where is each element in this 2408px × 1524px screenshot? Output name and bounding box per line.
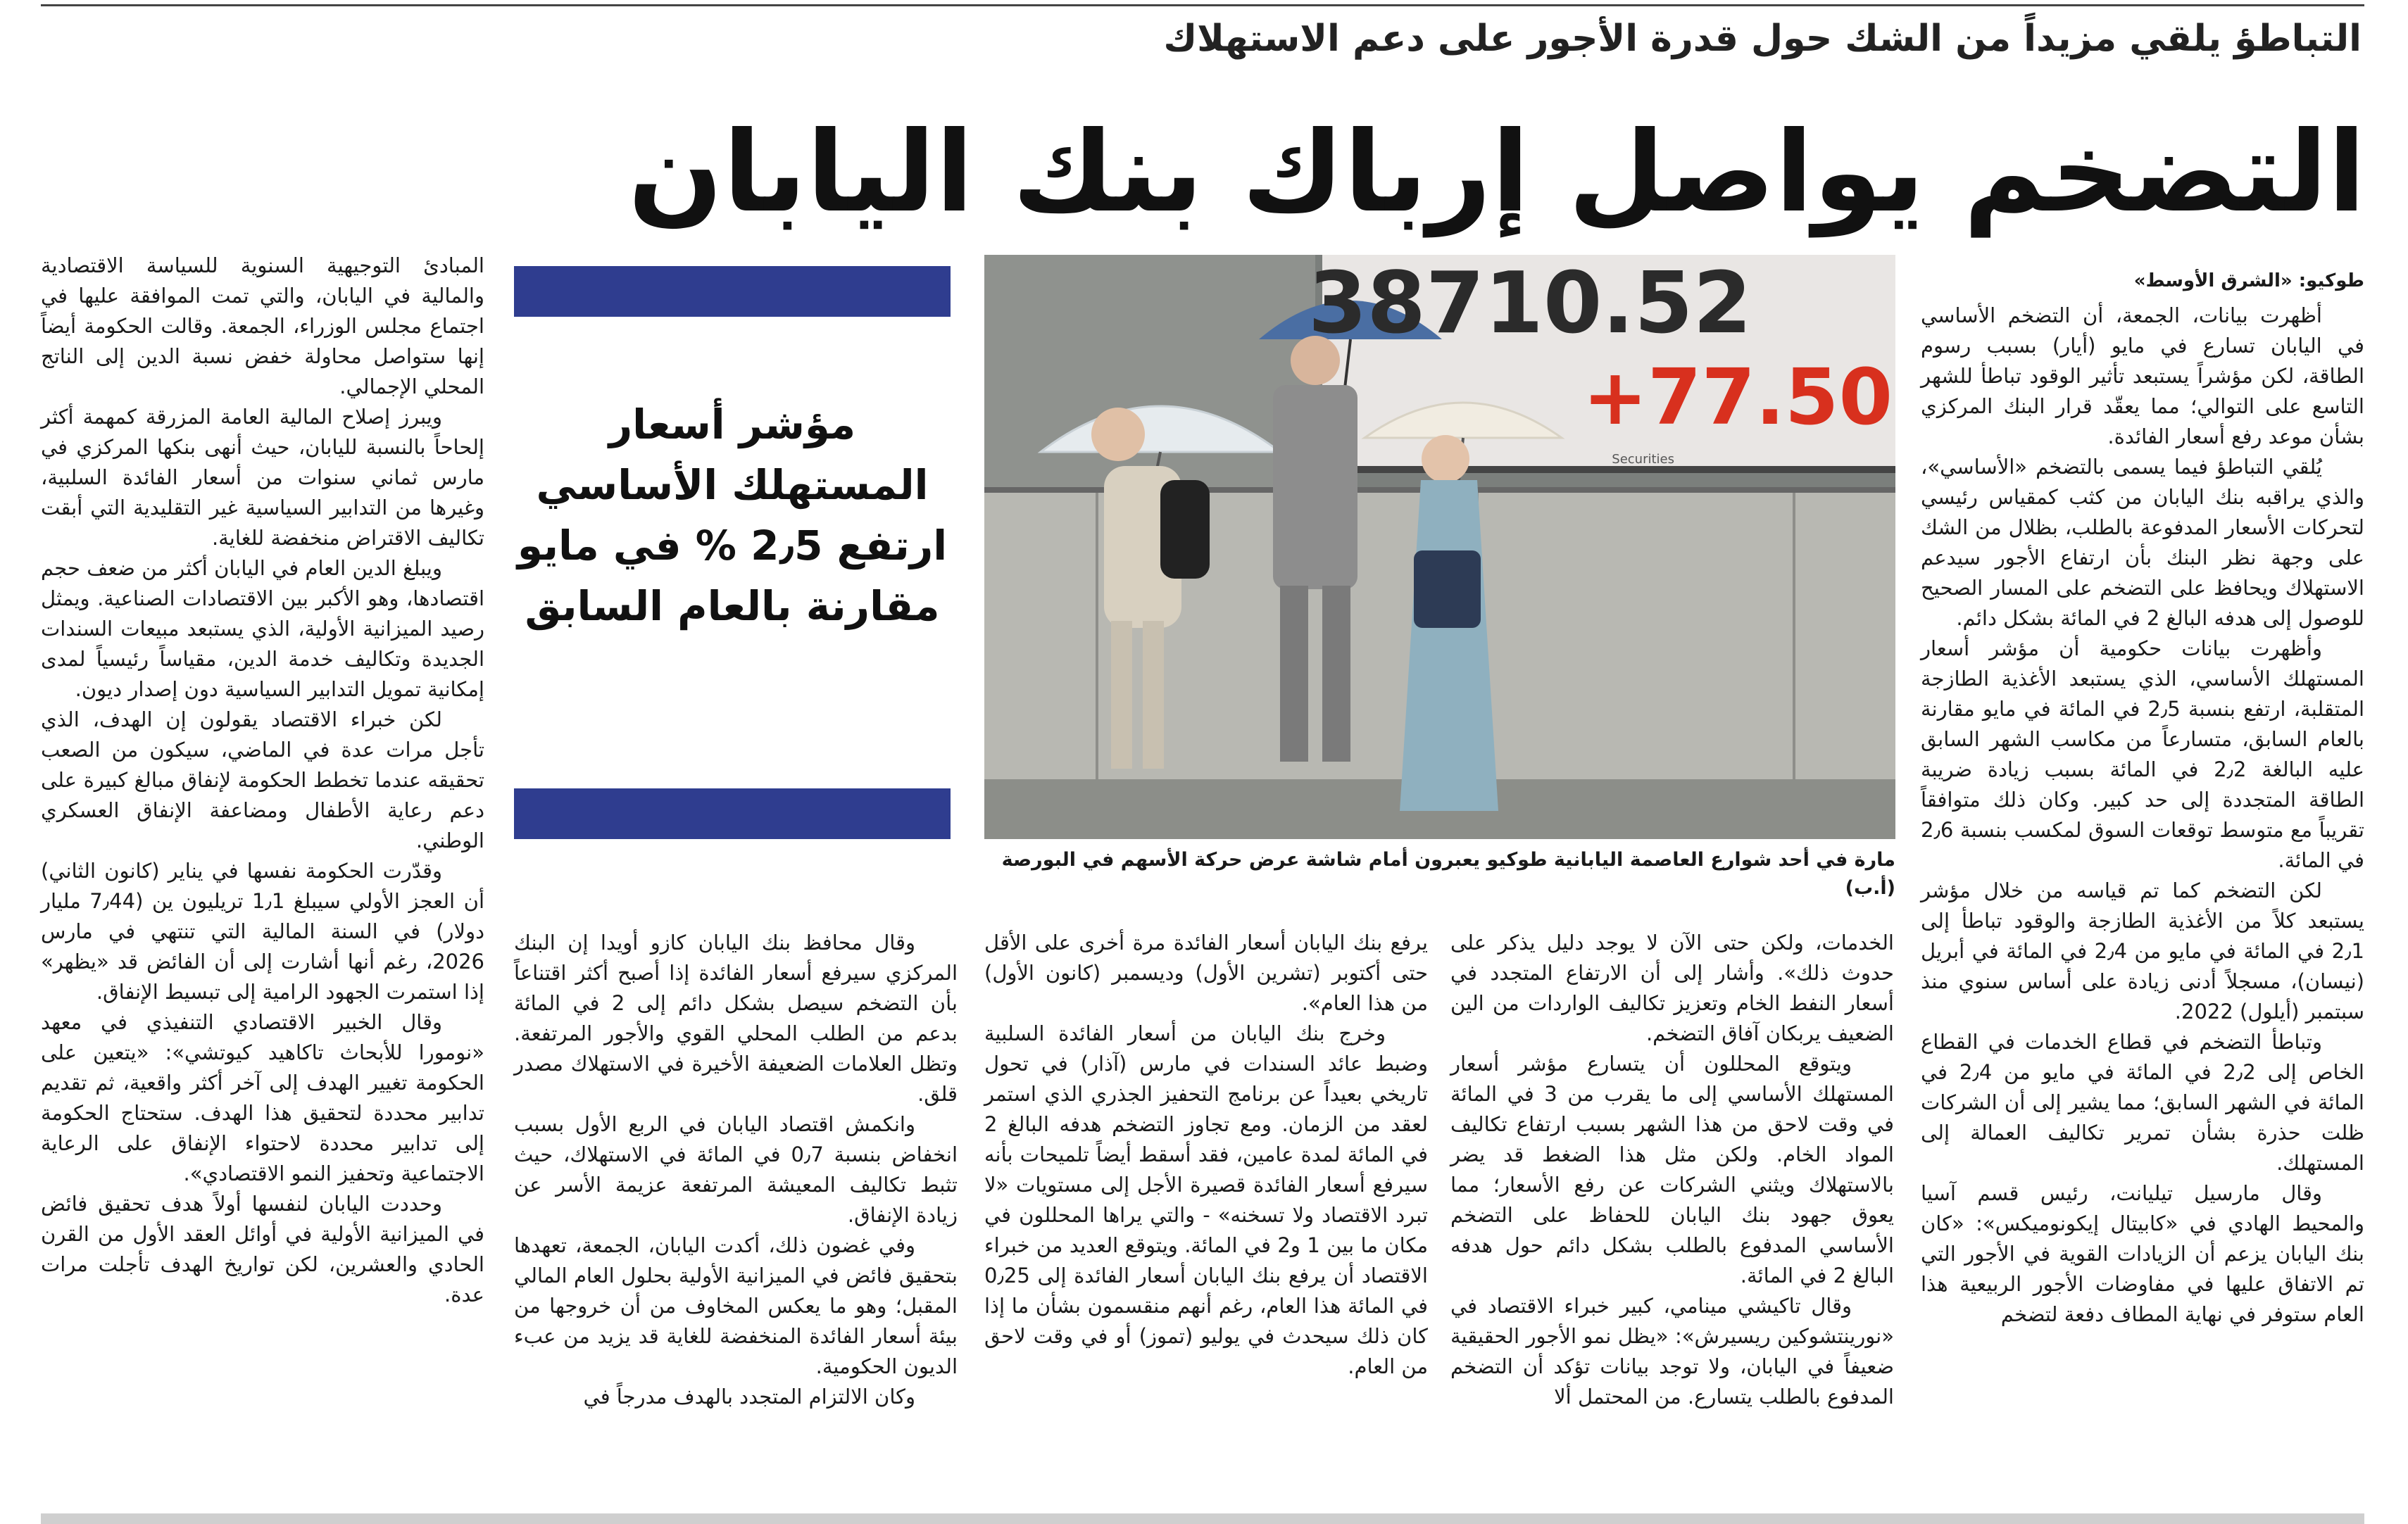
paragraph: وانكمش اقتصاد اليابان في الربع الأول بسبب انخفاض بنسبة 0٫7 في المائة في الاستهلاك، حيث تثبط تكاليف المعيشة المرتفعة عزيمة الأسر عن زيادة الإنفاق. [514,1112,958,1227]
board-sign: Securities [1612,452,1674,467]
photo-illustration [984,255,1895,839]
pull-quote-top-bar [514,266,951,317]
headline: التضخم يواصل إرباك بنك اليابان [627,108,2366,237]
paragraph: لكن خبراء الاقتصاد يقولون إن الهدف، الذي تأجل مرات عدة في الماضي، سيكون من الصعب تحقيقه عندما تخطط الحكومة لإنفاق مبالغ كبيرة على دعم رعاية الأطفال ومضاعفة الإنفاق العسكري الوطني. [41,707,484,852]
article-column-2 [1450,928,1894,1477]
paragraph: وفي غضون ذلك، أكدت اليابان، الجمعة، تعهدها بتحقيق فائض في الميزانية الأولية بحلول العام المالي المقبل؛ وهو ما يعكس المخاوف من أن خروجها من بيئة أسعار الفائدة المنخفضة للغاية قد يزيد من عبء الديون الحكومية. [514,1233,958,1378]
paragraph: وقدّرت الحكومة نفسها في يناير (كانون الثاني) أن العجز الأولي سيبلغ 1٫1 تريليون ين (7٫44 مليار دولار) في السنة المالية التي تنتهي في مارس 2026، رغم أنها أشارت إلى أن الفائض قد «يظهر» إذا استمرت الجهود الرامية إلى تبسيط الإنفاق. [41,859,485,1004]
paragraph: الخدمات، ولكن حتى الآن لا يوجد دليل يذكر على حدوث ذلك». وأشار إلى أن الارتفاع المتجدد في أسعار النفط الخام وتعزيز تكاليف الواردات من الين الضعيف يربكان آفاق التضخم. [1450,931,1894,1045]
paragraph: وكان الالتزام المتجدد بالهدف مدرجاً في [583,1385,915,1409]
paragraph: ويتوقع المحللون أن يتسارع مؤشر أسعار المستهلك الأساسي إلى ما يقرب من 3 في المائة في وقت لاحق من هذا الشهر بسبب ارتفاع تكاليف المواد الخام. ولكن مثل هذا الضغط قد يضر بالاستهلاك ويثني الشركات عن رفع الأسعار؛ مما يعوق جهود بنك اليابان للحفاظ على التضخم الأساسي المدفوع بالطلب بشكل دائم حول هدفه البالغ 2 في المائة. [1450,1052,1894,1287]
paragraph: أظهرت بيانات، الجمعة، أن التضخم الأساسي في اليابان تسارع في مايو (أيار) بسبب رسوم الطاقة، لكن مؤشراً يستبعد تأثير الوقود تباطأ للشهر التاسع على التوالي؛ مما يعقّد قرار البنك المركزي بشأن موعد رفع أسعار الفائدة. [1921,303,2364,448]
article-column-3 [984,928,1428,1477]
paragraph: يرفع بنك اليابان أسعار الفائدة مرة أخرى على الأقل حتى أكتوبر (تشرين الأول) وديسمبر (كانون الأول) من هذا العام». [984,931,1428,1015]
photo-caption: مارة في أحد شوارع العاصمة اليابانية طوكيو يعبرون أمام شاشة عرض حركة الأسهم في البورصة (أ.ب) [1001,849,1895,899]
paragraph: وقال مارسيل تيليانت، رئيس قسم آسيا والمحيط الهادي في «كابيتال إيكونوميكس»: «كان بنك اليابان يزعم أن الزيادات القوية في الأجور التي تم الاتفاق عليها في مفاوضات الأجور الربيعية هذا العام ستوفر في نهاية المطاف دفعة لتضخم [1921,1181,2364,1326]
board-change: +77.50 [1582,352,1893,442]
paragraph: وأظهرت بيانات حكومية أن مؤشر أسعار المستهلك الأساسي، الذي يستبعد الأغذية الطازجة المتقلبة، ارتفع بنسبة 2٫5 في المائة في مايو مقارنة بالعام السابق، متسارعاً من مكاسب الشهر السابق عليه البالغة 2٫2 في المائة بسبب زيادة ضريبة الطاقة المتجددة إلى حد كبير. وكان ذلك متوافقاً تقريباً مع متوسط توقعات السوق لمكسب بنسبة 2٫6 في المائة. [1921,636,2365,872]
paragraph: المبادئ التوجيهية السنوية للسياسة الاقتصادية والمالية في اليابان، والتي تمت الموافقة عليها في اجتماع مجلس الوزراء، الجمعة. وقالت الحكومة أيضاً إنها ستواصل محاولة خفض نسبة الدين إلى الناتج المحلي الإجمالي. [41,253,484,398]
paragraph: يُلقي التباطؤ فيما يسمى بالتضخم «الأساسي»، والذي يراقبه بنك اليابان من كثب كمقياس رئيسي لتحركات الأسعار المدفوعة بالطلب، بظلال من الشك على وجهة نظر البنك بأن ارتفاع الأجور سيدعم الاستهلاك ويحافظ على التضخم على المسار الصحيح للوصول إلى هدفه البالغ 2 في المائة بشكل دائم. [1921,455,2364,630]
paragraph: وقال الخبير الاقتصادي التنفيذي في معهد «نومورا للأبحاث تاكاهيد كيوتشي»: «يتعين على الحكومة تغيير الهدف إلى آخر أكثر واقعية، ثم تقديم تدابير محددة لتحقيق هذا الهدف. ستحتاج الحكومة إلى تدابير محددة لاحتواء الإنفاق على الرعاية الاجتماعية وتحفيز النمو الاقتصادي». [41,1010,484,1185]
paragraph: لكن التضخم كما تم قياسه من خلال مؤشر يستبعد كلاً من الأغذية الطازجة والوقود تباطأ إلى 2٫1 في المائة في مايو من 2٫4 في المائة في أبريل (نيسان)، مسجلاً أدنى زيادة على أساس سنوي منذ سبتمبر (أيلول) 2022. [1921,878,2364,1024]
kicker: التباطؤ يلقي مزيداً من الشك حول قدرة الأجور على دعم الاستهلاك [1163,18,2362,60]
footer-bar [41,1513,2364,1524]
paragraph: وتباطأ التضخم في قطاع الخدمات في القطاع الخاص إلى 2٫2 في المائة في مايو من 2٫4 في المائة في الشهر السابق؛ مما يشير إلى أن الشركات ظلت حذرة بشأن تمرير تكاليف العمالة إلى المستهلك. [1921,1030,2364,1175]
pull-quote-bottom-bar [514,788,951,839]
article-column-4 [514,928,958,1477]
byline: طوكيو: «الشرق الأوسط» [2133,270,2364,291]
paragraph: وقال تاكيشي مينامي، كبير خبراء الاقتصاد في «نورينتشوكين ريسيرش»: «يظل نمو الأجور الحقيقية ضعيفاً في اليابان، ولا توجد بيانات تؤكد أن التضخم المدفوع بالطلب يتسارع. من المحتمل ألا [1450,1294,1894,1409]
paragraph: ويبلغ الدين العام في اليابان أكثر من ضعف حجم اقتصادها، وهو الأكبر بين الاقتصادات الصناعية. ويمثل رصيد الميزانية الأولية، الذي يستبعد مبيعات السندات الجديدة وتكاليف خدمة الدين، مقياساً رئيسياً لمدى إمكانية تمويل التدابير السياسية دون إصدار ديون. [41,556,484,701]
article-column-1 [1921,266,2364,1477]
top-rule [41,4,2364,6]
paragraph: وخرج بنك اليابان من أسعار الفائدة السلبية وضبط عائد السندات في مارس (آذار) في تحول تاريخي بعيداً عن برنامج التحفيز الجذري الذي استمر لعقد من الزمان. ومع تجاوز التضخم هدفه البالغ 2 في المائة لمدة عامين، فقد أسقط أيضاً تلميحات بأنه سيرفع أسعار الفائدة قصيرة الأجل إلى مستويات «لا تبرد الاقتصاد ولا تسخنه» - والتي يراها المحللون في مكان ما بين 1 و2 في المائة. ويتوقع العديد من خبراء الاقتصاد أن يرفع بنك اليابان أسعار الفائدة إلى 0٫25 في المائة هذا العام، رغم أنهم منقسمون بشأن ما إذا كان ذلك سيحدث في يوليو (تموز) أو في وقت لاحق من العام. [984,1021,1428,1378]
article-column-5 [41,251,484,1475]
paragraph: وحددت اليابان لنفسها أولاً هدف تحقيق فائض في الميزانية الأولية في أوائل العقد الأول من القرن الحادي والعشرين، لكن تواريخ الهدف تأجلت مرات عدة. [41,1192,484,1306]
paragraph: ويبرز إصلاح المالية العامة المزرقة كمهمة أكثر إلحاحاً بالنسبة لليابان، حيث أنهى بنكها المركزي في مارس ثماني سنوات من أسعار الفائدة السلبية، وغيرها من التدابير السياسية غير التقليدية التي أبقت تكاليف الاقتراض منخفضة للغاية. [41,405,484,550]
paragraph: وقال محافظ بنك اليابان كازو أويدا إن البنك المركزي سيرفع أسعار الفائدة إذا أصبح أكثر اقتناعاً بأن التضخم سيصل بشكل دائم إلى 2 في المائة بدعم من الطلب المحلي القوي والأجور المرتفعة. وتظل العلامات الضعيفة الأخيرة في الاستهلاك مصدر قلق. [514,931,958,1106]
news-photo [984,255,1895,839]
board-number: 38710.52 [1308,255,1752,353]
pull-quote: مؤشر أسعار المستهلك الأساسي ارتفع 2٫5 % في مايو مقارنة بالعام السابق [517,401,948,630]
